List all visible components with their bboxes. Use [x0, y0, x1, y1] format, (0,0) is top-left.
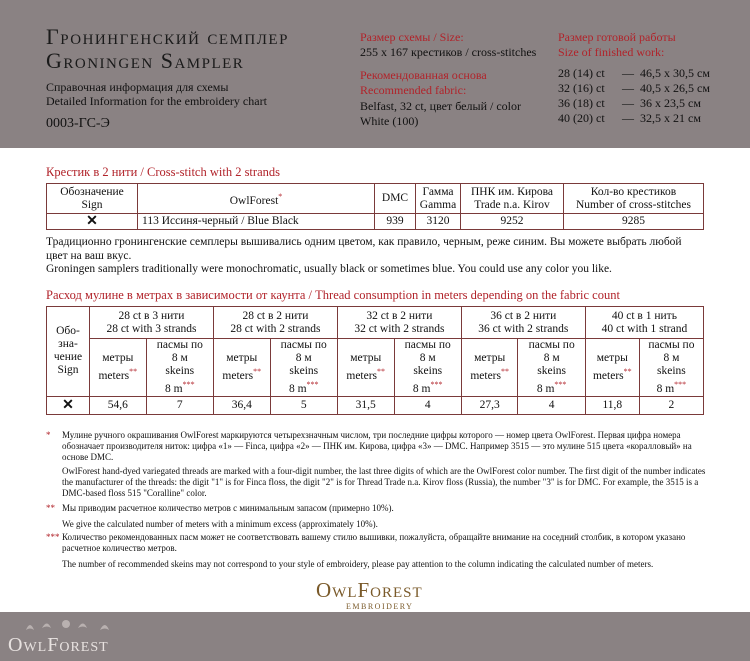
thread-consumption-table	[46, 306, 704, 415]
skeins-value: 2	[639, 396, 703, 414]
fabric-label-ru: Рекомендованная основа	[360, 68, 487, 82]
col-count: Кол-во крестиков Number of cross-stitches	[564, 184, 704, 214]
col-owlforest: OwlForest*	[138, 184, 375, 214]
meters-value: 11,8	[585, 396, 639, 414]
finished-size-row: 40 (20) ct — 32,5 x 21 см	[558, 111, 701, 125]
col-sign: Обо- зна- чение Sign	[47, 307, 90, 397]
note-en: Groningen samplers traditionally were monochromatic, usually black or sometimes blue. You could use any color you like.	[46, 263, 612, 275]
finished-size-row: 28 (14) ct — 46,5 x 30,5 см	[558, 66, 710, 80]
meters-header: метры meters**	[337, 339, 394, 397]
finished-sizes-list	[558, 66, 710, 126]
brand-logo: OwlForest	[316, 578, 423, 602]
table-row	[47, 396, 704, 414]
subtitle-ru: Справочная информация для схемы	[46, 80, 229, 94]
col-dmc: DMC	[375, 184, 416, 214]
note-ru: Традиционно гронингенские семплеры вышивались одним цветом, как правило, черным, реже синим. Вы можете выбрать любой цвет на ваш вкус.	[46, 236, 682, 262]
cross-sign-icon: ✕	[47, 214, 138, 230]
title-ru: Гронингенский семплер	[46, 24, 289, 49]
meters-value: 27,3	[461, 396, 518, 414]
finished-label-en: Size of finished work:	[558, 45, 665, 59]
meters-value: 31,5	[337, 396, 394, 414]
cross-sign-icon: ✕	[47, 396, 90, 414]
group-header: 40 ct в 1 нить 40 ct with 1 strand	[585, 307, 703, 339]
title-en: Groningen Sampler	[46, 48, 245, 73]
finished-label-ru: Размер готовой работы	[558, 30, 676, 44]
meters-header: метры meters**	[585, 339, 639, 397]
footnote-1: * Мулине ручного окрашивания OwlForest маркируются четырехзначным числом, три последние цифры которого — номер цвета OwlForest. Первая цифра номера обозначает производителя ниток: цифра «1» — Finca, цифра «2» — ПНК им. Кирова, цифра «3» — DMC. Например 3515 — это мулине 515 цвета «коралловый» на основе DMC. OwlForest hand-dyed variegated threads are marked with a four-digit number, the last three digits of which are the OwlForest color number. The first digit of the number indicates the manufacturer of the threads: the digit "1" is for Finca floss, the digit "2" is for Thread Trade n.a. Kirov floss (Russia), the number "3" is for DMC. For example, the 3515 is a DMC-based floss 515 "Coralline" color.	[46, 430, 706, 498]
meters-value: 36,4	[213, 396, 270, 414]
section1-title: Крестик в 2 нити / Cross-stitch with 2 strands	[46, 165, 280, 179]
col-sign: Обозначение Sign	[47, 184, 138, 214]
meters-header: метры meters**	[90, 339, 147, 397]
finished-size-row: 36 (18) ct — 36 x 23,5 см	[558, 96, 701, 110]
skeins-header: пасмы по 8 м skeins 8 m***	[394, 339, 461, 397]
group-header: 36 ct в 2 нити 36 ct with 2 strands	[461, 307, 585, 339]
fabric-label-en: Recommended fabric:	[360, 83, 467, 97]
skeins-value: 4	[394, 396, 461, 414]
scheme-size-value: 255 x 167 крестиков / cross-stitches	[360, 45, 537, 59]
col-gamma: Гамма Gamma	[416, 184, 461, 214]
brand-logo-subtitle: EMBROIDERY	[346, 602, 414, 611]
scheme-size-label: Размер схемы / Size:	[360, 30, 464, 44]
chart-code: 0003-ГС-Э	[46, 116, 110, 131]
skeins-header: пасмы по 8 м skeins 8 m***	[518, 339, 585, 397]
skeins-header: пасмы по 8 м skeins 8 m***	[146, 339, 213, 397]
section2-title: Расход мулине в метрах в зависимости от каунта / Thread consumption in meters depending on the fabric count	[46, 288, 620, 302]
col-pnk: ПНК им. Кирова Trade n.a. Kirov	[461, 184, 564, 214]
fabric-value-1: Belfast, 32 ct, цвет белый / color	[360, 99, 521, 113]
footnote-3: *** Количество рекомендованных пасм может не соответствовать вашему стилю вышивки, пожалуйста, обращайте внимание на соседний столбик, в котором указано расчетное количество метров. The number of recommended skeins may not correspond to your style of embroidery, please pay attention to the column indicating the calculated number of meters.	[46, 532, 686, 569]
meters-value: 54,6	[90, 396, 147, 414]
skeins-header: пасмы по 8 м skeins 8 m***	[270, 339, 337, 397]
table-row: ✕ 113 Иссиня-черный / Blue Black 939 3120 9252 9285	[47, 214, 704, 230]
skeins-value: 7	[146, 396, 213, 414]
meters-header: метры meters**	[213, 339, 270, 397]
subtitle-en: Detailed Information for the embroidery chart	[46, 94, 267, 108]
skeins-value: 4	[518, 396, 585, 414]
birds-decoration-icon	[22, 616, 118, 634]
finished-size-row: 32 (16) ct — 40,5 x 26,5 см	[558, 81, 710, 95]
group-header: 32 ct в 2 нити 32 ct with 2 strands	[337, 307, 461, 339]
footer-logo: OwlForest	[8, 634, 109, 656]
footnote-2: ** Мы приводим расчетное количество метров с минимальным запасом (примерно 10%). We give the calculated number of meters with a minimum excess (approximately 10%).	[46, 503, 394, 529]
group-header: 28 ct в 2 нити 28 ct with 2 strands	[213, 307, 337, 339]
group-header: 28 ct в 3 нити 28 ct with 3 strands	[90, 307, 214, 339]
skeins-header: пасмы по 8 м skeins 8 m***	[639, 339, 703, 397]
skeins-value: 5	[270, 396, 337, 414]
meters-header: метры meters**	[461, 339, 518, 397]
fabric-value-2: White (100)	[360, 114, 419, 128]
colors-table	[46, 183, 704, 230]
